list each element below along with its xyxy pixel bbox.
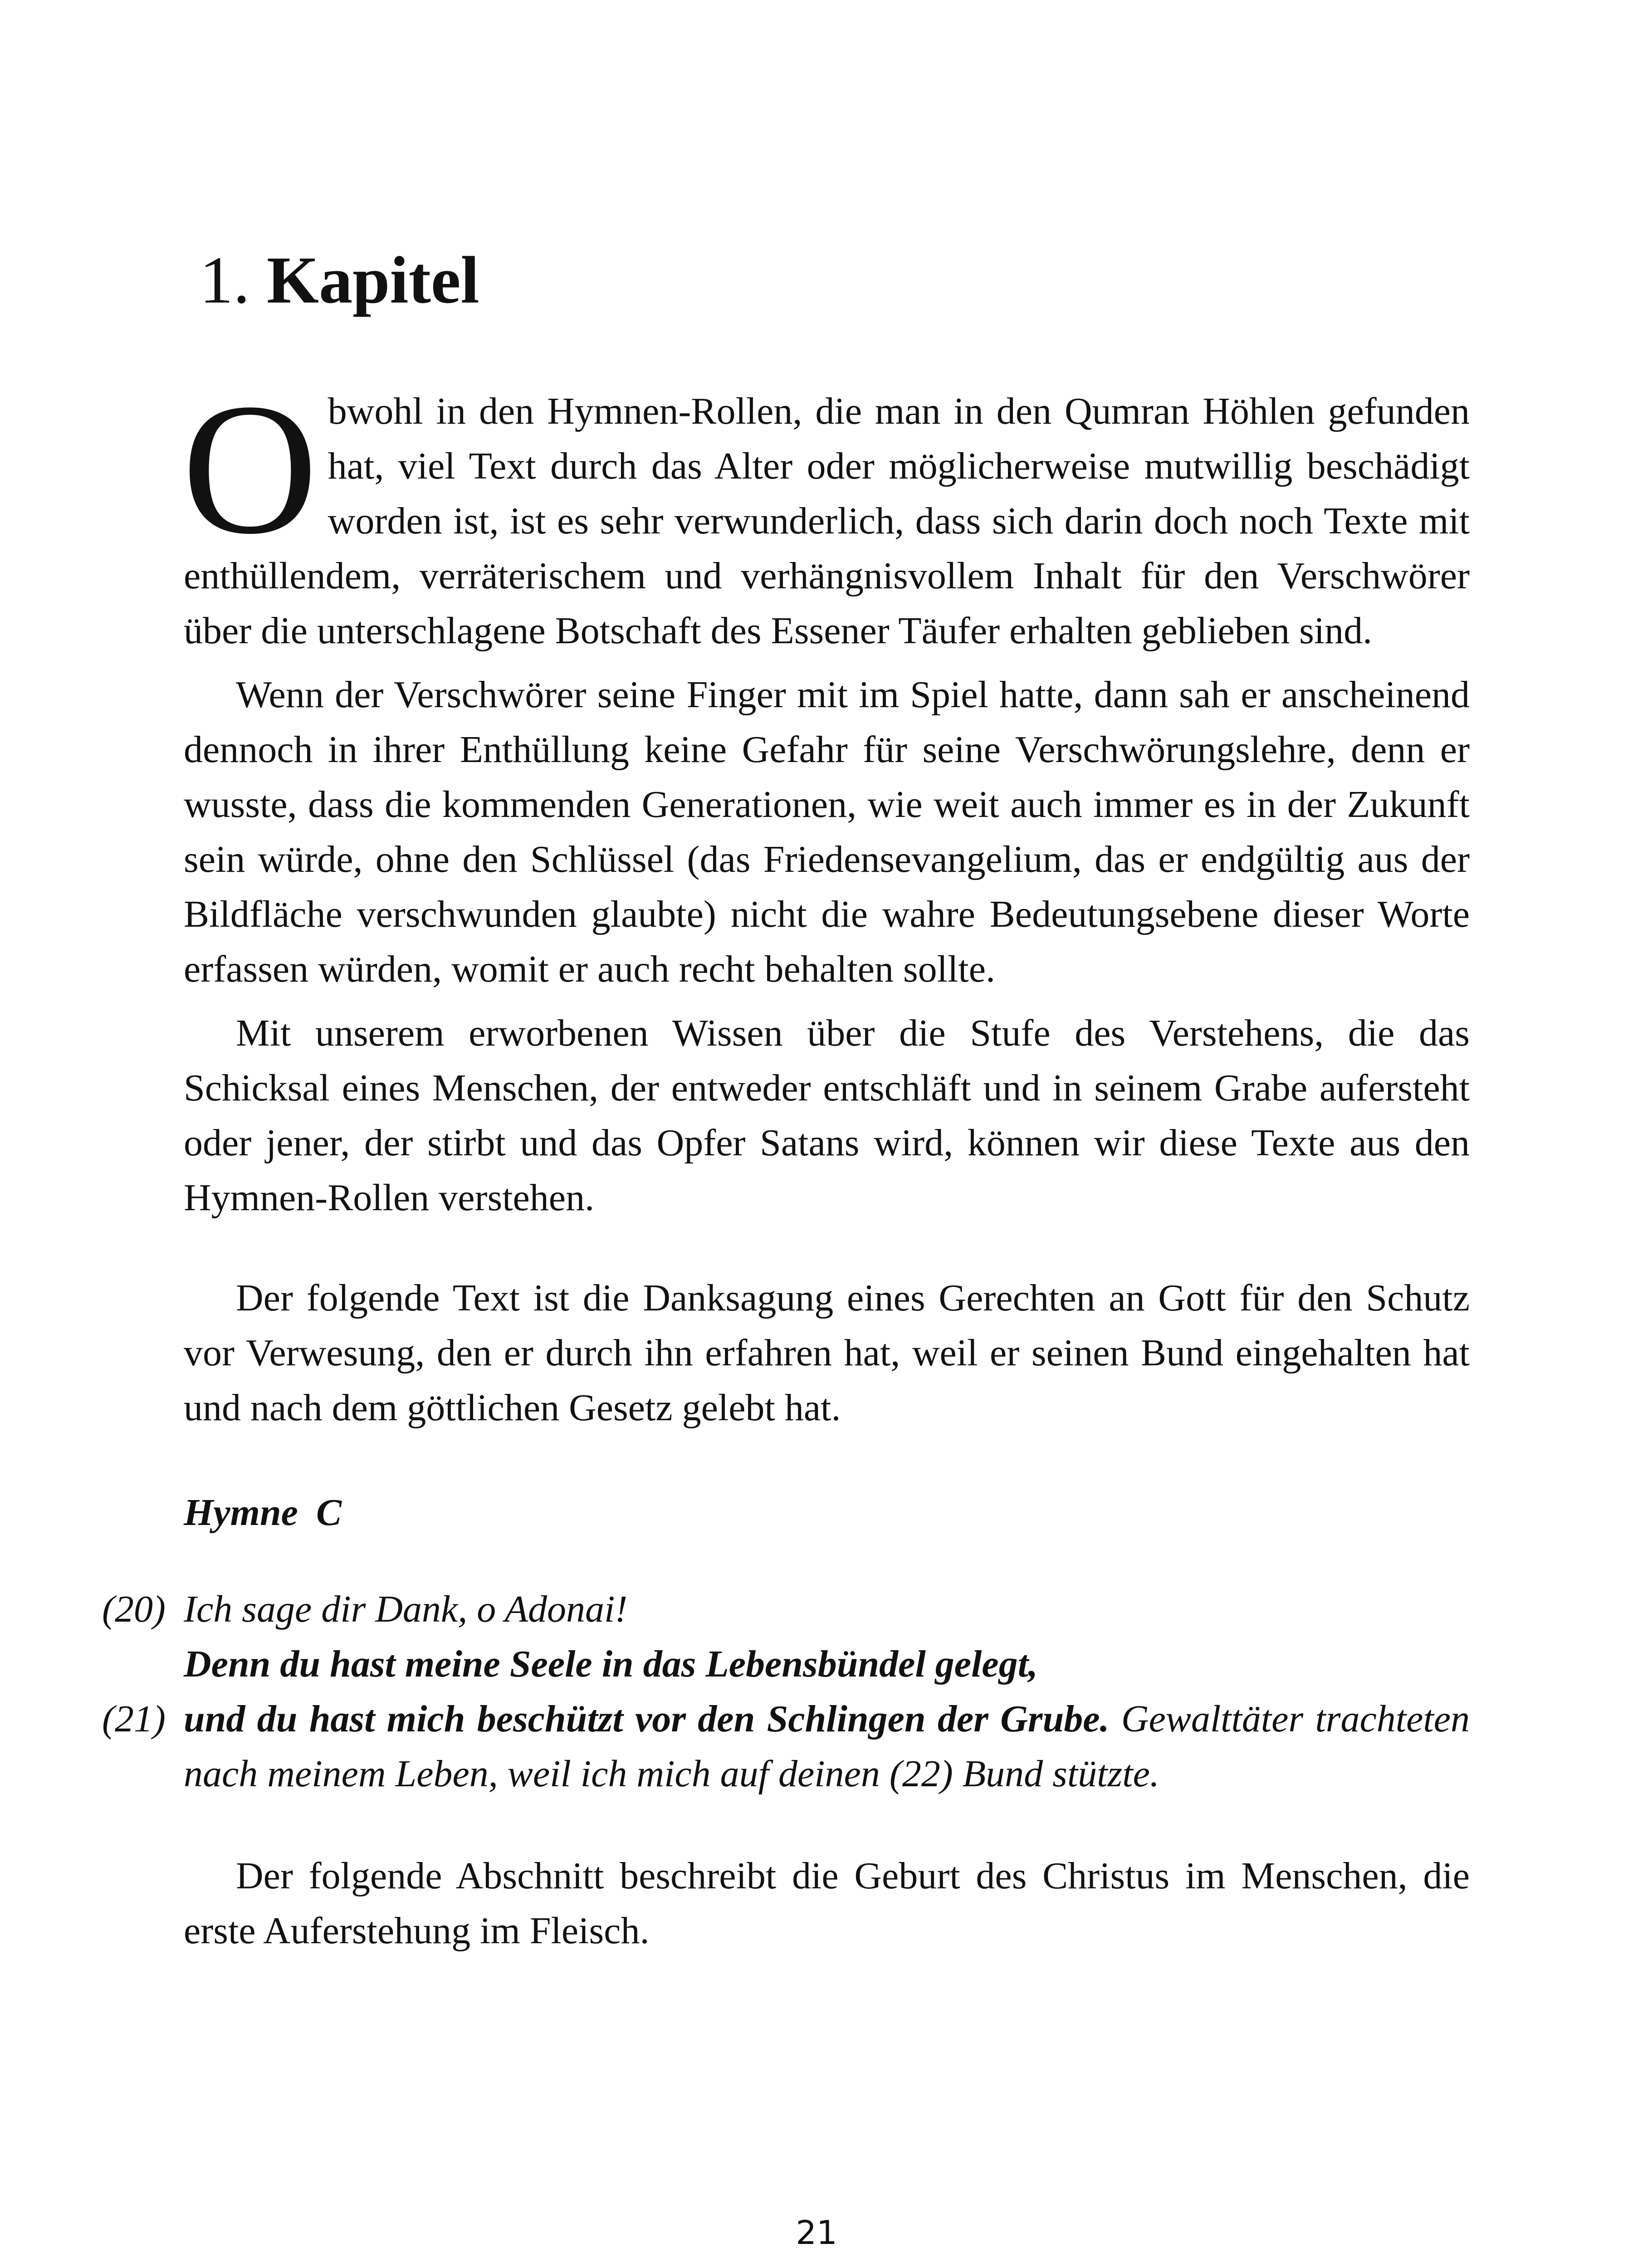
blank-line	[184, 1435, 1470, 1485]
paragraph-1: Wenn der Verschwörer seine Finger mit im Spiel hatte, dann sah er anscheinend dennoch in ihrer Enthüllung keine Gefahr für seine Verschwörungslehre, denn er wusste, dass die kommenden Generationen, wie weit auch immer es in der Zukunft sein würde, ohne den Schlüssel (das Friedensevangelium, das er endgültig aus der Bildfläche verschwunden glaubte) nicht die wahre Bedeutungsebene dieser Worte erfassen würden, womit er auch recht behalten sollte.	[184, 674, 1470, 990]
verse-number: (21)	[102, 1698, 166, 1740]
paragraph-2: Mit unserem erworbenen Wissen über die Stufe des Verstehens, die das Schicksal eines Menschen, der entweder entschläft und in seinem Grabe aufersteht oder jener, der stirbt und das Opfer Satans wird, können wir diese Texte aus den Hymnen-Rollen verstehen.	[184, 1012, 1470, 1219]
verse-bold-text: und du hast mich beschützt vor den Schlingen der Grube.	[184, 1698, 1110, 1740]
hymn-title-word: Hymne	[184, 1491, 298, 1534]
intro-paragraph	[182, 364, 1470, 658]
blank-line	[184, 1540, 1470, 1582]
closing-paragraph: Der folgende Abschnitt beschreibt die Geburt des Christus im Menschen, die erste Auferstehung im Fleisch.	[184, 1855, 1470, 1952]
hymn-verse-continuation	[184, 1637, 1470, 1691]
paragraph-3: Der folgende Text ist die Danksagung eines Gerechten an Gott für den Schutz vor Verwesung, den er durch ihn erfahren hat, weil er seinen Bund eingehalten hat und nach dem göttlichen Gesetz gelebt hat.	[184, 1277, 1470, 1429]
intro-text: bwohl in den Hymnen-Rollen, die man in den Qumran Höhlen gefunden hat, viel Text durch das Alter oder möglicherweise mutwillig beschädigt worden ist, ist es sehr verwunderlich, dass sich darin doch noch Texte mit enthüllendem, verräterischem und verhängnisvollem Inhalt für den Verschwörer über die unterschlagene Botschaft des Essener Täufer erhalten geblieben sind.	[184, 390, 1470, 652]
chapter-title: Kapitel	[267, 243, 479, 318]
chapter-number: 1.	[200, 243, 250, 318]
hymn-verse-21	[102, 1691, 1470, 1801]
blank-line	[184, 1225, 1470, 1271]
drop-cap: O	[182, 364, 318, 573]
blank-line	[184, 1801, 1470, 1848]
chapter-heading	[200, 240, 479, 321]
hymn-title	[184, 1485, 1470, 1540]
verse-bold-text: Denn du hast meine Seele in das Lebensbündel gelegt,	[184, 1643, 1038, 1685]
verse-text: Ich sage dir Dank, o Adonai!	[184, 1588, 628, 1630]
verse-text: Gewalttäter trachteten nach meinem Leben, weil ich mich auf deinen (22) Bund stützte.	[184, 1698, 1470, 1795]
hymn-verse-20	[102, 1582, 1470, 1637]
hymn-title-letter: C	[316, 1491, 342, 1534]
page-number: 21	[796, 2214, 837, 2252]
verse-number: (20)	[102, 1588, 166, 1630]
body-text	[102, 364, 1470, 1958]
